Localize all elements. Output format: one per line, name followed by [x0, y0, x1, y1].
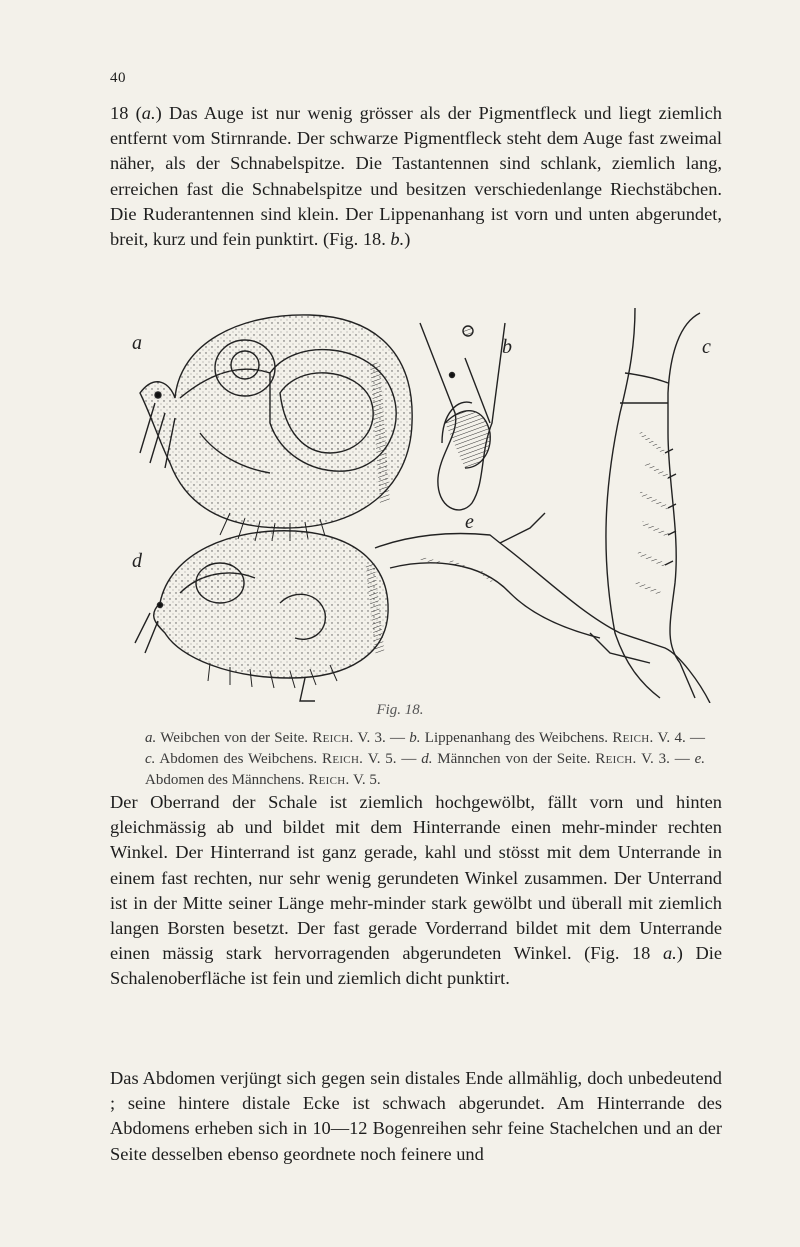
caption-run: Männchen von der Seite.: [432, 750, 596, 767]
caption-run: c.: [145, 750, 156, 767]
caption-run: Reich.: [312, 730, 354, 746]
text-run: ): [404, 229, 411, 250]
drawing-c-abdomen-female: [606, 308, 700, 698]
drawing-a-female: [140, 315, 412, 541]
text-run: 18: [110, 103, 136, 123]
caption-run: b.: [409, 730, 421, 746]
paragraph-1: 18 (a.) Das Auge ist nur wenig grösser als der Pigmentfleck und liegt ziemlich entfernt vom Stirnrande. Der schwarze Pigmentfleck steht dem Auge fast zweimal näher, als der Schnabelspitze. Die Tastantennen sind schlank, ziemlich lang, erreichen fast die Schnabelspitze und besitzen verschiedenlange Riechstäbchen. Die Ruderantennen sind klein. Der Lippenanhang ist vorn und unten abgerundet, breit, kurz und fein punktirt. (Fig. 18. b.): [110, 103, 722, 250]
caption-run: e.: [694, 750, 705, 767]
caption-run: Weibchen von der Seite.: [156, 730, 313, 746]
drawing-b-labrum: [420, 323, 505, 510]
figure-label-e: e: [465, 511, 474, 533]
caption-run: Reich.: [612, 730, 654, 746]
text-run-italic: a.: [662, 943, 677, 964]
paragraph-2: [110, 790, 722, 992]
figure-caption: [145, 728, 705, 790]
caption-run: V. 5.: [349, 771, 381, 788]
caption-run: V. 4. —: [653, 730, 705, 746]
caption-run: Abdomen des Weibchens.: [155, 750, 323, 767]
text-run: ) Das Auge ist nur wenig grösser als der Pigmentfleck und liegt ziemlich entfernt vom Stirnrande. Der schwarze Pigmentfleck steht dem Auge fast zweimal näher, als der Schnabelspitze. Die Tastantennen sind schlank, ziemlich lang, erreichen fast die Schnabelspitze und besitzen verschiedenlange Riechstäbchen. Die Ruderantennen sind klein. Der Lippenanhang ist vorn und unten abgerundet, breit, kurz und fein punktirt. (Fig. 18.: [110, 103, 722, 250]
drawing-e-abdomen-male: [375, 513, 710, 703]
text-run: Der Oberrand der Schale ist ziemlich hochgewölbt, fällt vorn und hinten gleichmässig ab und bildet mit dem Hinterrande einen mehr-minder rechten Winkel. Der Hinterrand ist ganz gerade, kahl und stösst mit dem Unterrande in einem fast rechten, nur sehr wenig gerundeten Winkel zusammen. Der Unterrand ist in der Mitte seiner Länge mehr-minder stark gewölbt und überall mit ziemlich langen Borsten besetzt. Der fast gerade Vorderrand bildet mit dem Unterrande einen mässig stark hervorragenden abgerundeten Winkel. (Fig. 18: [110, 792, 722, 964]
caption-run: Reich.: [322, 750, 364, 767]
caption-run: d.: [421, 750, 433, 767]
caption-run: Reich.: [308, 771, 350, 788]
figure-18: [120, 303, 728, 703]
caption-run: Abdomen des Männchens.: [145, 771, 309, 788]
drawing-d-male: [135, 531, 388, 701]
figure-label-b: b: [502, 336, 512, 358]
caption-run: V. 3. —: [636, 750, 695, 767]
figure-title: Fig. 18.: [376, 702, 424, 718]
figure-label-a: a: [132, 332, 142, 354]
caption-run: Reich.: [595, 750, 637, 767]
text-run-italic: b.: [390, 229, 405, 250]
figure-label-c: c: [702, 336, 711, 358]
page-number: 40: [110, 70, 126, 86]
caption-run: V. 3. —: [353, 730, 410, 746]
caption-run: Lippenanhang des Weibchens.: [420, 730, 613, 746]
figure-label-d: d: [132, 550, 142, 572]
paragraph-3: [110, 1066, 722, 1167]
text-run: Das Abdomen verjüngt sich gegen sein distales Ende allmählig, doch unbedeutend ; seine hintere distale Ecke ist schwach abgerundet. Am Hinterrande des Abdomens erheben sich in 10—12 Bogenreihen sehr feine Stachelchen und an der Seite desselben ebenso geordnete noch feinere und: [110, 1068, 722, 1164]
text-run-italic: a.: [141, 103, 156, 123]
figure-illustration: [120, 303, 728, 703]
text-run: ) Die Schalenoberfläche ist fein und ziemlich dicht punktirt.: [110, 943, 722, 989]
caption-run: a.: [145, 730, 157, 746]
caption-run: V. 5. —: [363, 750, 422, 767]
